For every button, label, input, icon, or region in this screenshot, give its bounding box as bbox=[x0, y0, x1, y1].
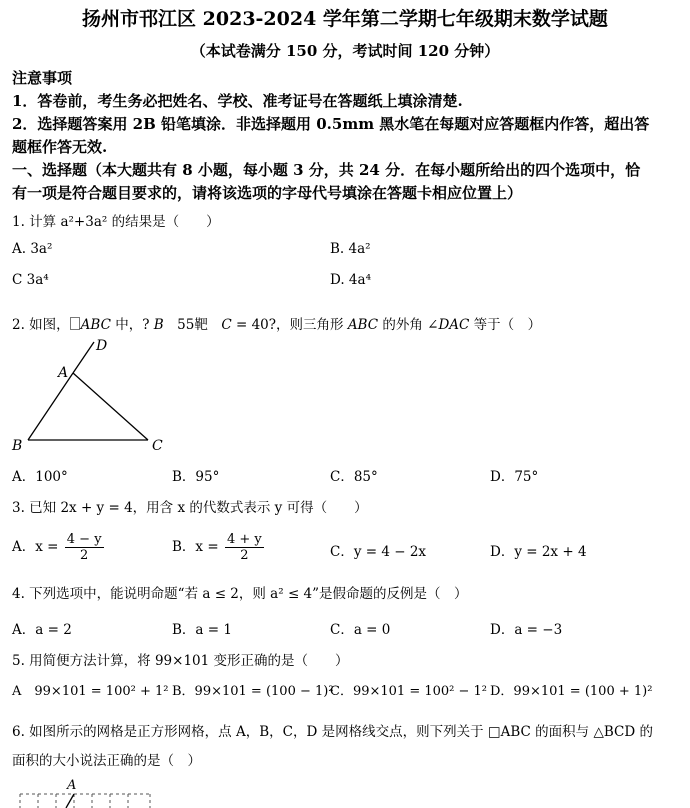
q5-option-c: C．99×101 = 100² − 1² bbox=[330, 684, 488, 699]
q4-option-d: D．a = −3 bbox=[490, 622, 563, 638]
label-c: C bbox=[152, 438, 163, 454]
q5-stem: 5. 用简便方法计算，将 99×101 变形正确的是（ ） bbox=[12, 653, 349, 669]
q4-stem: 4. 下列选项中，能说明命题“若 a ≤ 2，则 a² ≤ 4”是假命题的反例是（ ） bbox=[12, 586, 468, 602]
exam-title: 扬州市邗江区 2023-2024 学年第二学期七年级期末数学试题 bbox=[82, 8, 608, 30]
q4-option-b: B．a = 1 bbox=[172, 622, 232, 638]
q2-stem-f: C bbox=[221, 317, 232, 333]
q2-stem-j: DAC bbox=[438, 317, 470, 333]
q6-line2: 面积的大小说法正确的是（ ） bbox=[12, 753, 201, 769]
grid-segment-a bbox=[66, 794, 74, 808]
q3-stem: 3. 已知 2x + y = 4，用含 x 的代数式表示 y 可得（ ） bbox=[12, 500, 368, 516]
q2-option-b: B．95° bbox=[172, 469, 220, 485]
q2-option-a: A．100° bbox=[12, 469, 68, 485]
q6-line1: 6. 如图所示的网格是正方形网格，点 A，B，C，D 是网格线交点，则下列关于 □ABC 的面积与 △BCD 的 bbox=[12, 724, 653, 740]
q3-option-b-prefix: B．x = bbox=[172, 539, 219, 555]
note-item-1: 1．答卷前，考生务必把姓名、学校、准考证号在答题纸上填涂清楚. bbox=[12, 92, 463, 110]
q2-stem-e: 55靶 bbox=[163, 317, 222, 333]
q3-option-a bbox=[12, 532, 106, 563]
q2-stem-k: 等于（ ） bbox=[469, 317, 542, 333]
q6-grid-figure bbox=[0, 776, 170, 808]
q5-option-a: A 99×101 = 100² + 1² bbox=[12, 684, 169, 699]
section1-line2: 有一项是符合题目要求的，请将该选项的字母代号填涂在答题卡相应位置上） bbox=[12, 184, 523, 202]
q2-option-d: D．75° bbox=[490, 469, 539, 485]
q3-option-a-fraction bbox=[65, 532, 104, 563]
q4-option-a: A．a = 2 bbox=[12, 622, 72, 638]
note-item-2a: 2．选择题答案用 2B 铅笔填涂．非选择题用 0.5mm 黑水笔在每题对应答题框内作答，超出答 bbox=[12, 115, 650, 133]
q2-stem-c: 中，? bbox=[110, 317, 154, 333]
q3-option-a-prefix: A．x = bbox=[12, 539, 59, 555]
grid-label-a: A bbox=[67, 778, 77, 793]
q5-option-b: B．99×101 = (100 − 1)² bbox=[172, 684, 334, 699]
q3-a-numerator: 4 − y bbox=[66, 532, 102, 547]
segment-ba bbox=[28, 373, 73, 440]
q2-option-c: C．85° bbox=[330, 469, 378, 485]
q3-b-denominator: 2 bbox=[240, 548, 249, 563]
notes-heading: 注意事项 bbox=[12, 69, 73, 87]
q2-stem-h: ABC bbox=[347, 317, 379, 333]
q2-stem-b: ABC bbox=[80, 317, 111, 333]
label-d: D bbox=[96, 338, 108, 354]
q3-option-c: C．y = 4 − 2x bbox=[330, 544, 427, 560]
q3-option-d: D．y = 2x + 4 bbox=[490, 544, 587, 560]
q4-option-c: C．a = 0 bbox=[330, 622, 391, 638]
q2-stem-i: 的外角 ∠ bbox=[378, 317, 439, 333]
note-item-2b: 题框作答无效. bbox=[12, 138, 108, 156]
segment-ad bbox=[73, 342, 94, 373]
q2-stem-a: 2. 如图， bbox=[12, 317, 70, 333]
q1-stem: 1. 计算 a²+3a² 的结果是（ ） bbox=[12, 214, 220, 230]
exam-subtitle: （本试卷满分 150 分，考试时间 120 分钟） bbox=[190, 42, 500, 60]
q2-triangle-figure bbox=[0, 330, 200, 455]
q1-option-c: C 3a⁴ bbox=[12, 272, 49, 288]
q3-option-b bbox=[172, 532, 266, 563]
q3-a-denominator: 2 bbox=[80, 548, 89, 563]
q2-stem-d: B bbox=[153, 317, 164, 333]
q3-option-b-fraction bbox=[225, 532, 264, 563]
segment-ac bbox=[73, 373, 148, 440]
section1-line1: 一、选择题（本大题共有 8 小题，每小题 3 分，共 24 分．在每小题所给出的四个选项中，恰 bbox=[12, 161, 641, 179]
q2-stem-g: = 40?，则三角形 bbox=[231, 317, 348, 333]
label-b: B bbox=[12, 438, 23, 454]
label-a: A bbox=[58, 365, 69, 381]
q1-option-b: B. 4a² bbox=[330, 241, 371, 257]
q3-b-numerator: 4 + y bbox=[226, 532, 262, 547]
q1-option-d: D. 4a⁴ bbox=[330, 272, 371, 288]
q1-option-a: A. 3a² bbox=[12, 241, 53, 257]
q2-box-glyph bbox=[70, 317, 80, 330]
q5-option-d: D．99×101 = (100 + 1)² bbox=[490, 684, 653, 699]
